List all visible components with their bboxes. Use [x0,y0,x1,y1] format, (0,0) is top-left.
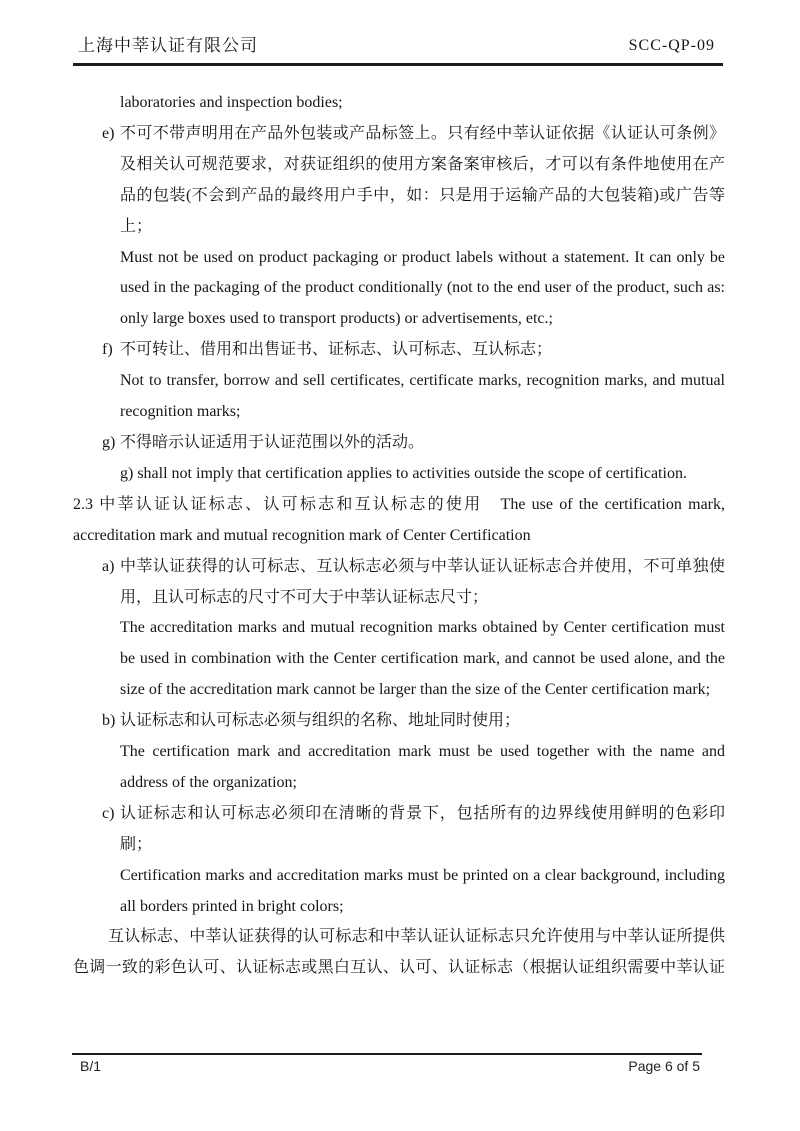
english-text-c: Certification marks and accreditation marks must be printed on a clear background, including all borders printed in bright colors; [120,866,725,915]
item-marker-g: g) [102,433,116,451]
item-marker-c: c) [102,804,115,822]
document-body [73,88,725,984]
page-footer [80,1058,700,1074]
chinese-text-f: 不可转让、借用和出售证书、证标志、认可标志、互认标志； [120,341,553,359]
chinese-text-e: 不可不带声明用在产品外包装或产品标签上。只有经中莘认证依据《认证认可条例》及相关认可规范要求，对获证组织的使用方案备案审核后，才可以有条件地使用在产品的包装(不会到产品的最终用户手中，如：只是用于运输产品的大包装箱)或广告等上； [120,124,725,235]
header-rule [73,63,723,66]
list-item-g [73,428,725,490]
page-number: Page 6 of 5 [628,1058,700,1074]
page-header [78,34,715,58]
section-heading-2-3: 2.3 中莘认证认证标志、认可标志和互认标志的使用 The use of the certification mark, accreditation mark and mutual recognition mark of Center Certification [73,495,725,544]
english-text-b: The certification mark and accreditation mark must be used together with the name and address of the organization; [120,743,725,791]
item-marker-e: e) [102,124,115,142]
english-text-a: The accreditation marks and mutual recognition marks obtained by Center certification must be used in combination with the Center certification mark, and cannot be used alone, and the size of the accreditation mark cannot be larger than the size of the Center certification mark; [120,619,725,699]
item-marker-a: a) [102,557,115,575]
closing-paragraph: 互认标志、中莘认证获得的认可标志和中莘认证认证标志只允许使用与中莘认证所提供色调一致的彩色认可、认证标志或黑白互认、认可、认证标志（根据认证组织需要中莘认证 [73,928,725,977]
list-item-b [73,706,725,799]
footer-rule [72,1053,702,1055]
english-text-g: g) shall not imply that certification applies to activities outside the scope of certification. [120,464,687,482]
list-item-c [73,799,725,923]
chinese-text-b: 认证标志和认可标志必须与组织的名称、地址同时使用； [120,712,521,730]
item-marker-f: f) [102,341,113,359]
item-marker-b: b) [102,712,116,730]
english-continuation-line: laboratories and inspection bodies; [120,94,343,111]
doc-code: SCC-QP-09 [628,37,715,54]
english-text-e: Must not be used on product packaging or product labels without a statement. It can only be used in the packaging of the product conditionally (not to the end user of the product, such as: only large boxes used to transport products) or advertisements, etc.; [120,248,725,328]
list-item-f [73,335,725,428]
chinese-text-a: 中莘认证获得的认可标志、互认标志必须与中莘认证认证标志合并使用，不可单独使用，且认可标志的尺寸不可大于中莘认证标志尺寸； [120,557,725,606]
list-item-e [73,119,725,335]
company-name: 上海中莘认证有限公司 [78,36,258,55]
revision-code: B/1 [80,1058,102,1074]
chinese-text-c: 认证标志和认可标志必须印在清晰的背景下，包括所有的边界线使用鲜明的色彩印刷； [120,804,725,853]
chinese-text-g: 不得暗示认证适用于认证范围以外的活动。 [120,433,425,451]
list-item-a [73,552,725,707]
english-text-f: Not to transfer, borrow and sell certificates, certificate marks, recognition marks, and mutual recognition marks; [120,372,725,421]
